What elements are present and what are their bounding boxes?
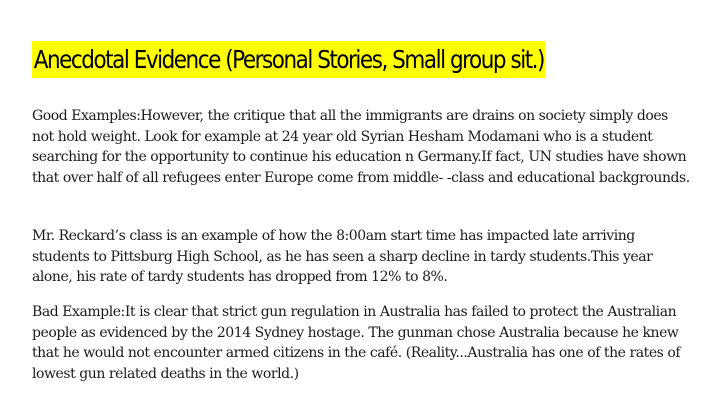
slide-title: Anecdotal Evidence (Personal Stories, Small group sit.)	[32, 41, 546, 78]
paragraph-class-start-time: Mr. Reckard’s class is an example of how the 8:00am start time has impacted late arriving students to Pittsburg High School, as he has seen a sharp decline in tardy students.This year alone, his rate of tardy students has dropped from 12% to 8%.	[32, 228, 653, 285]
paragraph-bad-example-gun-regulation: Bad Example:It is clear that strict gun regulation in Australia has failed to protect the Australian people as evidenced by the 2014 Sydney hostage. The gunman chose Australia because he knew that he would not encounter armed citizens in the café. (Reality...Australia has one of the rates of lowest gun related deaths in the world.)	[32, 304, 681, 382]
paragraph-good-example-immigrants: Good Examples:However, the critique that all the immigrants are drains on society simply does not hold weight. Look for example at 24 year old Syrian Hesham Modamani who is a student searching for the opportunity to continue his education n Germany.If fact, UN studies have shown that over half of all refugees enter Europe come from middle- -class and educational backgrounds.	[32, 108, 690, 186]
